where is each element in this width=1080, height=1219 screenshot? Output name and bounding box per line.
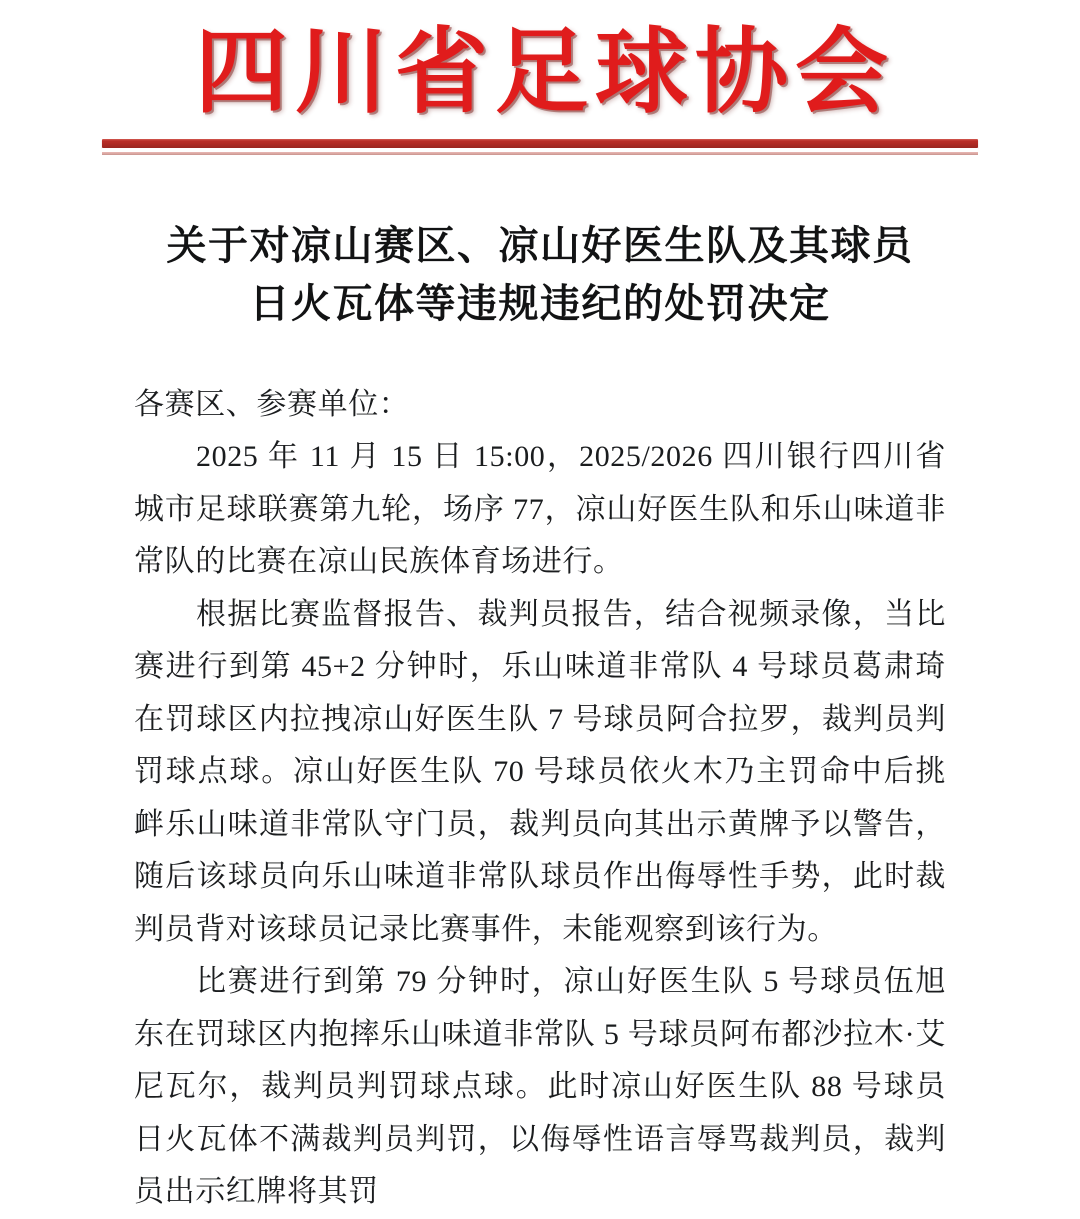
body-paragraph-3: 比赛进行到第 79 分钟时，凉山好医生队 5 号球员伍旭东在罚球区内抱摔乐山味道非常队 5 号球员阿布都沙拉木·艾尼瓦尔，裁判员判罚球点球。此时凉山好医生队 88 号球员日火瓦体不满裁判员判罚，以侮辱性语言辱骂裁判员，裁判员出示红牌将其罚 <box>134 965 946 1209</box>
body-paragraph-2: 根据比赛监督报告、裁判员报告，结合视频录像，当比赛进行到第 45+2 分钟时，乐山味道非常队 4 号球员葛肃琦在罚球区内拉拽凉山好医生队 7 号球员阿合拉罗，裁判员判罚球点球。凉山好医生队 70 号球员依火木乃主罚命中后挑衅乐山味道非常队守门员，裁判员向其出示黄牌予以警告，随后该球员向乐山味道非常队球员作出侮辱性手势，此时裁判员背对该球员记录比赛事件，未能观察到该行为。 <box>134 597 946 946</box>
divider-thin-line <box>102 152 978 155</box>
letterhead-divider <box>102 139 978 155</box>
letterhead <box>0 0 1080 155</box>
organization-title: 四川省足球协会 <box>195 22 895 125</box>
document-title-line-1: 关于对凉山赛区、凉山好医生队及其球员 <box>166 222 914 268</box>
addressee-line: 各赛区、参赛单位： <box>134 387 410 421</box>
document-title-line-2: 日火瓦体等违规违纪的处罚决定 <box>249 280 831 326</box>
body-paragraph-1: 2025 年 11 月 15 日 15:00，2025/2026 四川银行四川省城市足球联赛第九轮，场序 77，凉山好医生队和乐山味道非常队的比赛在凉山民族体育场进行。 <box>134 440 946 579</box>
divider-thick-line <box>102 139 978 148</box>
document-body <box>134 333 946 1219</box>
document-title <box>0 217 1080 333</box>
